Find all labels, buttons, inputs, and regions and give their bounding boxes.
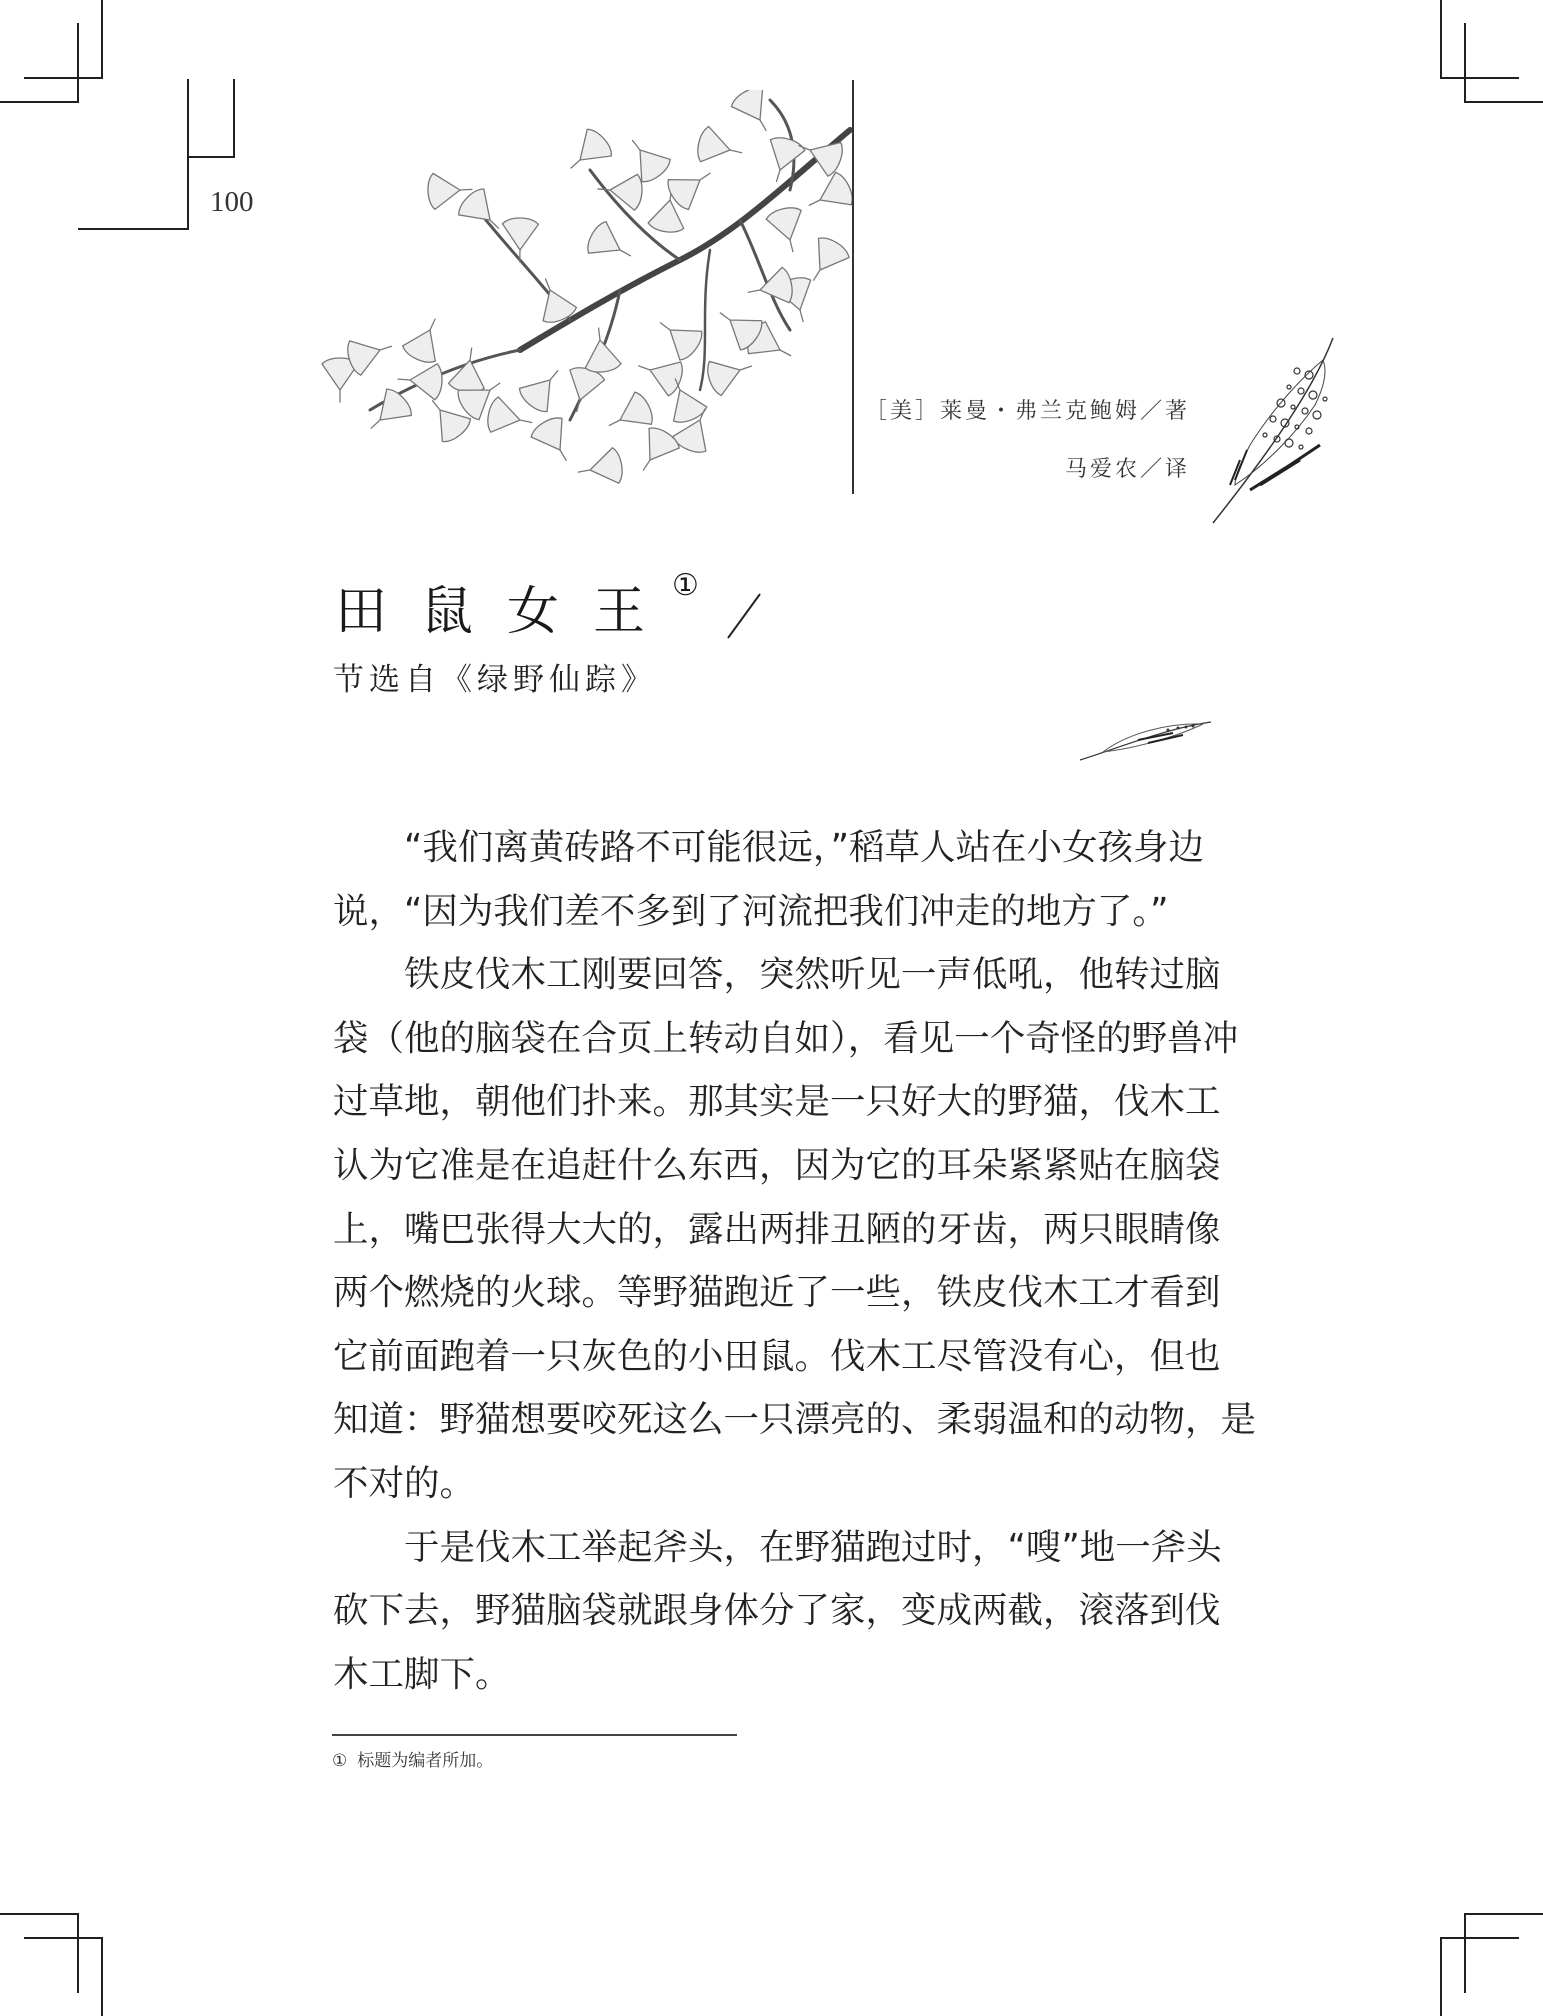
ginkgo-leaf [516, 359, 572, 416]
paragraph [333, 1516, 1222, 1707]
feather-dot [1306, 428, 1312, 434]
ginkgo-leaf [502, 218, 539, 263]
small-feather-icon [1078, 718, 1213, 764]
text-line: 砍下去，野猫脑袋就跟身体分了家，变成两截，滚落到伐 [333, 1590, 1221, 1632]
feather-dot [1263, 433, 1267, 437]
text-line: 上，嘴巴张得大大的，露出两排丑陋的牙齿，两只眼睛像 [333, 1208, 1221, 1250]
crop-mark [1464, 1913, 1543, 1915]
crop-mark [1440, 1937, 1519, 1939]
text-line: 知道：野猫想要咬死这么一只漂亮的、柔弱温和的动物，是 [333, 1399, 1257, 1441]
ginkgo-leaf [400, 312, 451, 367]
ginkgo-branch-illustration [320, 90, 855, 505]
translator-credit: 马爱农／译 [1064, 457, 1190, 482]
article-title: 田鼠女王 [335, 582, 680, 642]
ginkgo-leaf [601, 389, 657, 441]
text-line: 不对的。 [333, 1462, 476, 1504]
ginkgo-leaf [559, 125, 616, 181]
title-footnote-marker[interactable]: ① [672, 568, 699, 603]
text-line: 过草地，朝他们扑来。那其实是一只好大的野猫，伐木工 [333, 1081, 1221, 1123]
crop-mark [78, 228, 189, 230]
paragraph [333, 816, 1205, 943]
text-line: 铁皮伐木工刚要回答，突然听见一声低吼，他转过脑 [404, 954, 1221, 996]
ginkgo-leaf [759, 134, 806, 187]
feather-dot [1323, 397, 1327, 401]
crop-mark [1464, 101, 1543, 103]
article-body [333, 816, 1257, 1706]
ginkgo-leaf [397, 361, 443, 400]
ginkgo-leaf [765, 205, 811, 256]
slash-decoration [726, 592, 762, 640]
feather-dot [1299, 445, 1303, 449]
ginkgo-leaf [728, 90, 781, 139]
ginkgo-leaf [650, 308, 707, 363]
footnote-rule [332, 1734, 737, 1736]
feather-dot [1298, 388, 1304, 394]
crop-mark [24, 1937, 103, 1939]
crop-mark [1440, 1937, 1442, 2016]
paragraph [333, 943, 1257, 1515]
divider-line [852, 80, 854, 494]
footnote-marker: ① [332, 1751, 348, 1771]
ginkgo-leaf [695, 125, 746, 170]
feather-dot [1285, 439, 1293, 447]
ginkgo-leaf [583, 219, 639, 272]
feather-icon [1205, 335, 1340, 525]
ginkgo-leaf [628, 423, 682, 480]
text-line: 说，“因为我们差不多到了河流把我们冲走的地方了。” [333, 890, 1169, 932]
feather-dot [1313, 411, 1321, 419]
feather-dot [1270, 416, 1276, 422]
text-line: 它前面跑着一只灰色的小田鼠。伐木工尽管没有心，但也 [333, 1335, 1221, 1377]
crop-mark [1440, 77, 1519, 79]
crop-mark [1440, 0, 1442, 79]
ginkgo-leaf [704, 349, 757, 397]
crop-mark [187, 79, 189, 230]
feather-dot [1291, 405, 1295, 409]
ginkgo-leaf [454, 185, 511, 241]
text-line: 认为它准是在追赶什么东西，因为它的耳朵紧紧贴在脑袋 [333, 1144, 1221, 1186]
ginkgo-leaf [528, 413, 582, 469]
ginkgo-leaf [575, 447, 625, 490]
crop-mark [101, 1937, 103, 2016]
crop-mark [24, 77, 103, 79]
article-subtitle: 节选自《绿野仙踪》 [333, 662, 657, 698]
text-line: 两个燃烧的火球。等野猫跑近了一些，铁皮伐木工才看到 [333, 1272, 1221, 1314]
footnote-text: 标题为编者所加。 [357, 1751, 494, 1771]
crop-mark [1464, 23, 1466, 103]
crop-mark [233, 79, 235, 158]
feather-dot [1302, 408, 1308, 414]
ginkgo-leaf [801, 170, 855, 222]
ginkgo-leaf [581, 326, 622, 374]
author-credit: ［美］莱曼・弗兰克鲍姆／著 [864, 399, 1190, 424]
crop-mark [77, 23, 79, 103]
text-line: 木工脚下。 [333, 1653, 511, 1695]
crop-mark [77, 1913, 79, 1993]
text-line: “我们离黄砖路不可能很远，”稻草人站在小女孩身边 [404, 827, 1205, 868]
page-number: 100 [210, 186, 254, 218]
ginkgo-leaf [359, 385, 416, 441]
crop-mark [1464, 1913, 1466, 1993]
crop-mark [0, 1913, 79, 1915]
ginkgo-leaf [618, 129, 673, 186]
ginkgo-leaf [745, 266, 795, 310]
crop-mark [188, 156, 235, 158]
text-line: 袋（他的脑袋在合页上转动自如），看见一个奇怪的野兽冲 [333, 1017, 1239, 1059]
feather-dot [1294, 368, 1300, 374]
crop-mark [101, 0, 103, 79]
feather-dot [1287, 385, 1291, 389]
footnote [332, 1746, 493, 1771]
text-line: 于是伐木工举起斧头，在野猫跑过时，“嗖”地一斧头 [404, 1526, 1222, 1568]
feather-dot [1309, 391, 1317, 399]
crop-mark [0, 101, 79, 103]
